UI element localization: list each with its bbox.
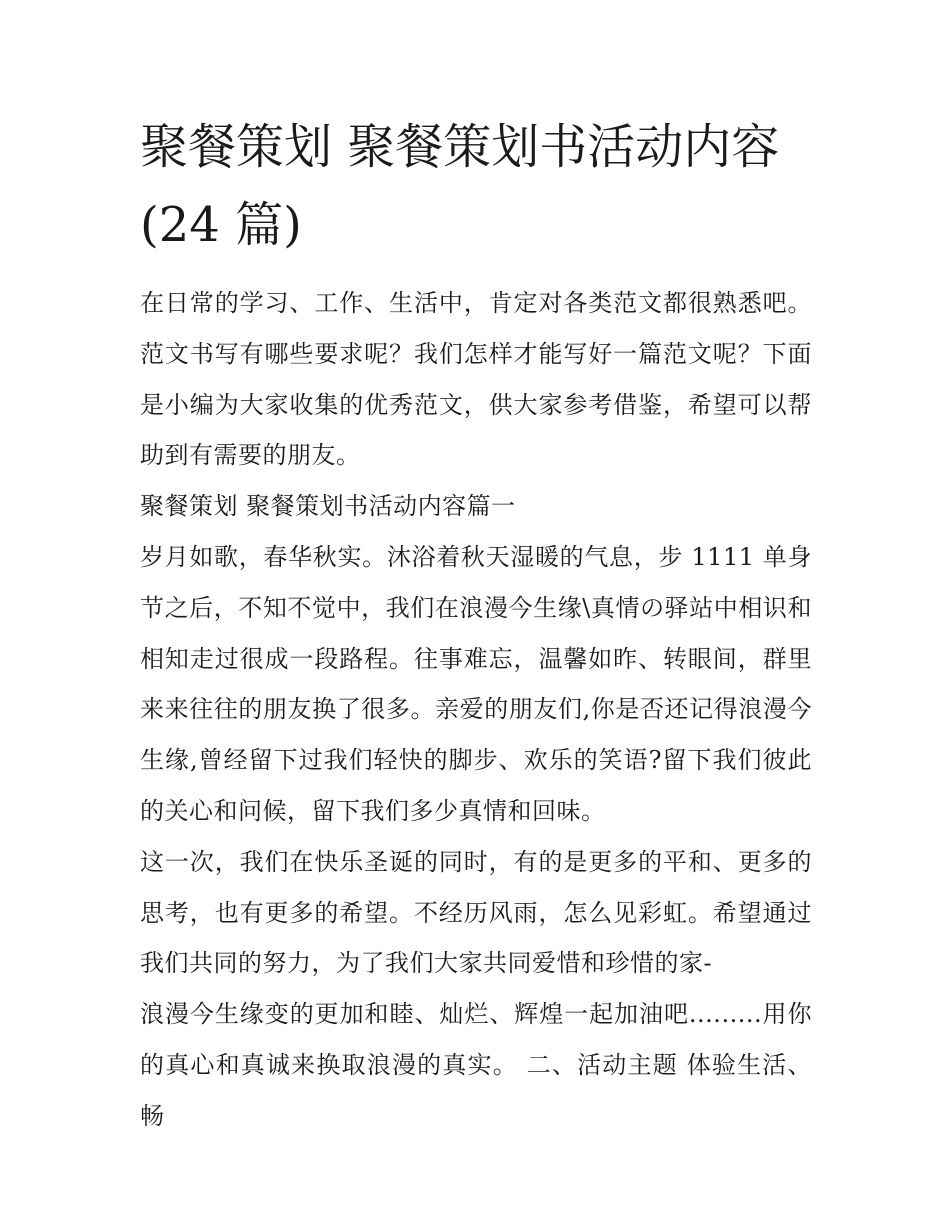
body-paragraph-3: 浪漫今生缘变的更加和睦、灿烂、辉煌一起加油吧.........用你的真心和真诚来换取浪漫的真实。 二、活动主题 体验生活、畅 — [140, 1000, 812, 1130]
document-page — [140, 108, 812, 1142]
intro-paragraph: 在日常的学习、工作、生活中，肯定对各类范文都很熟悉吧。范文书写有哪些要求呢？我们怎样才能写好一篇范文呢？下面是小编为大家收集的优秀范文，供大家参考借鉴，希望可以帮助到有需要的朋友。 — [140, 289, 812, 470]
document-title: 聚餐策划 聚餐策划书活动内容(24 篇) — [140, 119, 780, 253]
body-paragraph-1: 岁月如歌，春华秋实。沐浴着秋天湿暖的气息，步 1111 单身节之后，不知不觉中，我们在浪漫今生缘\真情の驿站中相识和相知走过很成一段路程。往事难忘，温馨如昨、转眼间，群里来来往往的朋友换了很多。亲爱的朋友们,你是否还记得浪漫今生缘,曾经留下过我们轻快的脚步、欢乐的笑语?留下我们彼此的关心和问候，留下我们多少真情和回味。 — [140, 542, 812, 825]
section-heading: 聚餐策划 聚餐策划书活动内容篇一 — [140, 492, 516, 521]
body-paragraph-2: 这一次，我们在快乐圣诞的同时，有的是更多的平和、更多的思考，也有更多的希望。不经历风雨，怎么见彩虹。希望通过我们共同的努力，为了我们大家共同爱惜和珍惜的家- — [140, 847, 812, 978]
